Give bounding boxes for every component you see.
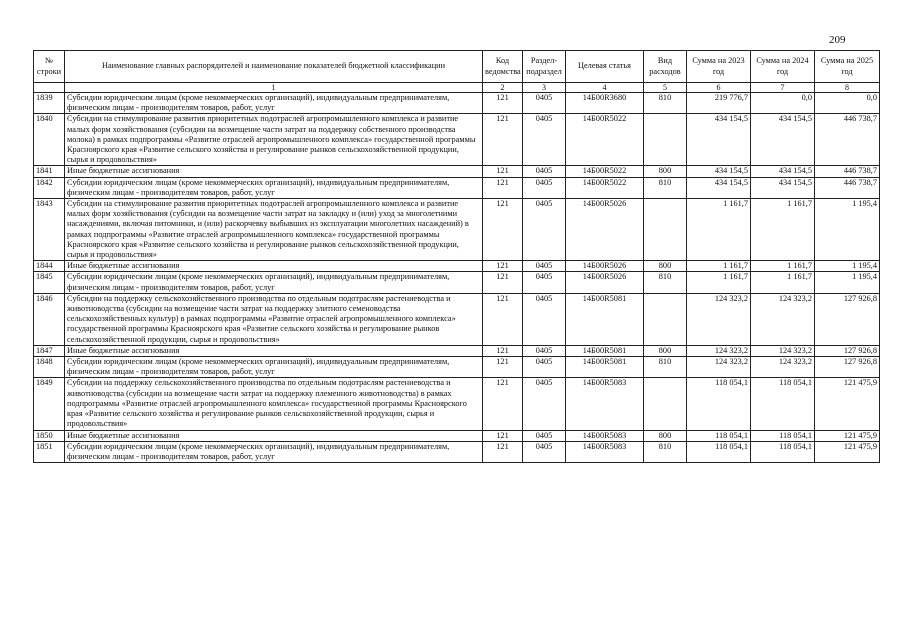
header-sum-2024: Сумма на 2024 год bbox=[751, 51, 815, 83]
section-code: 0405 bbox=[523, 93, 566, 114]
column-number: 7 bbox=[751, 83, 815, 93]
page-number: 209 bbox=[829, 34, 846, 46]
row-number: 1840 bbox=[34, 114, 65, 166]
row-name: Иные бюджетные ассигнования bbox=[65, 430, 483, 441]
table-row bbox=[34, 430, 880, 441]
column-number: 1 bbox=[65, 83, 483, 93]
sum-2023: 1 161,7 bbox=[687, 272, 751, 293]
target-article: 14Б00R5083 bbox=[566, 430, 644, 441]
sum-2024: 0,0 bbox=[751, 93, 815, 114]
column-number: 6 bbox=[687, 83, 751, 93]
row-name: Субсидии на стимулирование развития приоритетных подотраслей агропромышленного комплекса и развитие малых форм хозяйствования (субсидии на возмещение части затрат на закладку и (или) уход за многолетними насаждениями, включая питомники, и (или) раскорчевку выбывших из эксплуатации многолетних насаждений) в рамках подпрограммы «Развитие отраслей агропромышленного комплекса» государственной программы Красноярского края «Развитие сельского хозяйства и регулирование рынков сельскохозяйственной продукции, сырья и продовольствия» bbox=[65, 199, 483, 261]
sum-2024: 124 323,2 bbox=[751, 345, 815, 356]
sum-2025: 446 738,7 bbox=[815, 114, 880, 166]
sum-2024: 118 054,1 bbox=[751, 378, 815, 430]
expense-type bbox=[644, 378, 687, 430]
department-code: 121 bbox=[483, 345, 523, 356]
row-number: 1842 bbox=[34, 177, 65, 198]
section-code: 0405 bbox=[523, 272, 566, 293]
row-number: 1848 bbox=[34, 357, 65, 378]
expense-type: 800 bbox=[644, 430, 687, 441]
budget-table bbox=[33, 50, 880, 463]
sum-2024: 124 323,2 bbox=[751, 293, 815, 345]
row-name: Субсидии юридическим лицам (кроме некоммерческих организаций), индивидуальным предпринимателям, физическим лицам - производителям товаров, работ, услуг bbox=[65, 272, 483, 293]
table-row bbox=[34, 357, 880, 378]
sum-2023: 118 054,1 bbox=[687, 378, 751, 430]
sum-2025: 1 195,4 bbox=[815, 272, 880, 293]
header-sum-2023: Сумма на 2023 год bbox=[687, 51, 751, 83]
row-name: Субсидии на поддержку сельскохозяйственного производства по отдельным подотраслям растениеводства и животноводства (субсидии на возмещение части затрат на поддержку элитного семеноводства сельскохозяйственных культур) в рамках подпрограммы «Развитие отраслей агропромышленного комплекса» государственной программы Красноярского края «Развитие сельского хозяйства и регулирование рынков сельскохозяйственной продукции, сырья и продовольствия» bbox=[65, 293, 483, 345]
target-article: 14Б00R5026 bbox=[566, 199, 644, 261]
table-row bbox=[34, 441, 880, 462]
department-code: 121 bbox=[483, 378, 523, 430]
table-row bbox=[34, 293, 880, 345]
sum-2023: 124 323,2 bbox=[687, 293, 751, 345]
row-number: 1844 bbox=[34, 261, 65, 272]
table-row bbox=[34, 177, 880, 198]
sum-2025: 127 926,8 bbox=[815, 357, 880, 378]
table-row bbox=[34, 272, 880, 293]
row-number: 1845 bbox=[34, 272, 65, 293]
sum-2023: 434 154,5 bbox=[687, 114, 751, 166]
row-name: Иные бюджетные ассигнования bbox=[65, 261, 483, 272]
expense-type: 810 bbox=[644, 272, 687, 293]
expense-type: 800 bbox=[644, 261, 687, 272]
target-article: 14Б00R5081 bbox=[566, 357, 644, 378]
target-article: 14Б00R5022 bbox=[566, 114, 644, 166]
section-code: 0405 bbox=[523, 199, 566, 261]
target-article: 14Б00R5081 bbox=[566, 293, 644, 345]
expense-type bbox=[644, 293, 687, 345]
row-number: 1849 bbox=[34, 378, 65, 430]
section-code: 0405 bbox=[523, 114, 566, 166]
target-article: 14Б00R5022 bbox=[566, 166, 644, 177]
department-code: 121 bbox=[483, 357, 523, 378]
header-expense-type: Вид расходов bbox=[644, 51, 687, 83]
target-article: 14Б00R3680 bbox=[566, 93, 644, 114]
row-name: Иные бюджетные ассигнования bbox=[65, 166, 483, 177]
column-number: 5 bbox=[644, 83, 687, 93]
expense-type: 810 bbox=[644, 357, 687, 378]
sum-2025: 446 738,7 bbox=[815, 166, 880, 177]
department-code: 121 bbox=[483, 441, 523, 462]
column-number-row bbox=[34, 83, 880, 93]
row-name: Субсидии юридическим лицам (кроме некоммерческих организаций), индивидуальным предпринимателям, физическим лицам - производителям товаров, работ, услуг bbox=[65, 93, 483, 114]
section-code: 0405 bbox=[523, 166, 566, 177]
column-number: 3 bbox=[523, 83, 566, 93]
sum-2023: 118 054,1 bbox=[687, 441, 751, 462]
department-code: 121 bbox=[483, 199, 523, 261]
expense-type: 810 bbox=[644, 177, 687, 198]
sum-2023: 124 323,2 bbox=[687, 357, 751, 378]
sum-2023: 1 161,7 bbox=[687, 261, 751, 272]
sum-2023: 124 323,2 bbox=[687, 345, 751, 356]
section-code: 0405 bbox=[523, 357, 566, 378]
sum-2023: 118 054,1 bbox=[687, 430, 751, 441]
department-code: 121 bbox=[483, 166, 523, 177]
section-code: 0405 bbox=[523, 378, 566, 430]
expense-type bbox=[644, 114, 687, 166]
table-row bbox=[34, 114, 880, 166]
header-row bbox=[34, 51, 880, 83]
column-number bbox=[34, 83, 65, 93]
row-number: 1841 bbox=[34, 166, 65, 177]
sum-2023: 434 154,5 bbox=[687, 166, 751, 177]
table-row bbox=[34, 378, 880, 430]
sum-2025: 121 475,9 bbox=[815, 441, 880, 462]
sum-2024: 124 323,2 bbox=[751, 357, 815, 378]
sum-2024: 434 154,5 bbox=[751, 114, 815, 166]
sum-2024: 1 161,7 bbox=[751, 272, 815, 293]
section-code: 0405 bbox=[523, 261, 566, 272]
column-number: 4 bbox=[566, 83, 644, 93]
row-name: Субсидии юридическим лицам (кроме некоммерческих организаций), индивидуальным предпринимателям, физическим лицам - производителям товаров, работ, услуг bbox=[65, 441, 483, 462]
sum-2024: 1 161,7 bbox=[751, 261, 815, 272]
expense-type bbox=[644, 199, 687, 261]
department-code: 121 bbox=[483, 177, 523, 198]
section-code: 0405 bbox=[523, 177, 566, 198]
row-number: 1843 bbox=[34, 199, 65, 261]
department-code: 121 bbox=[483, 293, 523, 345]
table-row bbox=[34, 166, 880, 177]
sum-2024: 118 054,1 bbox=[751, 441, 815, 462]
target-article: 14Б00R5083 bbox=[566, 441, 644, 462]
sum-2025: 127 926,8 bbox=[815, 345, 880, 356]
row-name: Субсидии на стимулирование развития приоритетных подотраслей агропромышленного комплекса и развитие малых форм хозяйствования (субсидии на возмещение части затрат на поддержку собственного производства молока) в рамках подпрограммы «Развитие отраслей агропромышленного комплекса» государственной программы Красноярского края «Развитие сельского хозяйства и регулирование рынков сельскохозяйственной продукции, сырья и продовольствия» bbox=[65, 114, 483, 166]
target-article: 14Б00R5083 bbox=[566, 378, 644, 430]
sum-2024: 1 161,7 bbox=[751, 199, 815, 261]
expense-type: 800 bbox=[644, 166, 687, 177]
target-article: 14Б00R5026 bbox=[566, 272, 644, 293]
table-row bbox=[34, 199, 880, 261]
table-row bbox=[34, 261, 880, 272]
expense-type: 810 bbox=[644, 441, 687, 462]
sum-2023: 219 776,7 bbox=[687, 93, 751, 114]
section-code: 0405 bbox=[523, 345, 566, 356]
target-article: 14Б00R5022 bbox=[566, 177, 644, 198]
sum-2023: 1 161,7 bbox=[687, 199, 751, 261]
sum-2025: 127 926,8 bbox=[815, 293, 880, 345]
sum-2023: 434 154,5 bbox=[687, 177, 751, 198]
sum-2024: 434 154,5 bbox=[751, 177, 815, 198]
header-target-article: Целевая статья bbox=[566, 51, 644, 83]
sum-2025: 0,0 bbox=[815, 93, 880, 114]
table-row bbox=[34, 93, 880, 114]
department-code: 121 bbox=[483, 272, 523, 293]
row-number: 1847 bbox=[34, 345, 65, 356]
expense-type: 800 bbox=[644, 345, 687, 356]
sum-2024: 434 154,5 bbox=[751, 166, 815, 177]
sum-2025: 1 195,4 bbox=[815, 199, 880, 261]
expense-type: 810 bbox=[644, 93, 687, 114]
header-section: Раздел-подраздел bbox=[523, 51, 566, 83]
table-row bbox=[34, 345, 880, 356]
section-code: 0405 bbox=[523, 441, 566, 462]
header-row-number: № строки bbox=[34, 51, 65, 83]
target-article: 14Б00R5026 bbox=[566, 261, 644, 272]
row-number: 1839 bbox=[34, 93, 65, 114]
sum-2024: 118 054,1 bbox=[751, 430, 815, 441]
section-code: 0405 bbox=[523, 293, 566, 345]
department-code: 121 bbox=[483, 93, 523, 114]
sum-2025: 446 738,7 bbox=[815, 177, 880, 198]
row-name: Субсидии на поддержку сельскохозяйственного производства по отдельным подотраслям растениеводства и животноводства (субсидии на возмещение части затрат на поддержку племенного животноводства) в рамках подпрограммы «Развитие отраслей агропромышленного комплекса» государственной программы Красноярского края «Развитие сельского хозяйства и регулирование рынков сельскохозяйственной продукции, сырья и продовольствия» bbox=[65, 378, 483, 430]
sum-2025: 121 475,9 bbox=[815, 378, 880, 430]
department-code: 121 bbox=[483, 261, 523, 272]
header-name: Наименование главных распорядителей и наименование показателей бюджетной классификации bbox=[65, 51, 483, 83]
target-article: 14Б00R5081 bbox=[566, 345, 644, 356]
sum-2025: 121 475,9 bbox=[815, 430, 880, 441]
column-number: 2 bbox=[483, 83, 523, 93]
row-number: 1851 bbox=[34, 441, 65, 462]
sum-2025: 1 195,4 bbox=[815, 261, 880, 272]
department-code: 121 bbox=[483, 114, 523, 166]
header-sum-2025: Сумма на 2025 год bbox=[815, 51, 880, 83]
row-name: Субсидии юридическим лицам (кроме некоммерческих организаций), индивидуальным предпринимателям, физическим лицам - производителям товаров, работ, услуг bbox=[65, 357, 483, 378]
header-department-code: Код ведомства bbox=[483, 51, 523, 83]
department-code: 121 bbox=[483, 430, 523, 441]
row-name: Иные бюджетные ассигнования bbox=[65, 345, 483, 356]
row-name: Субсидии юридическим лицам (кроме некоммерческих организаций), индивидуальным предпринимателям, физическим лицам - производителям товаров, работ, услуг bbox=[65, 177, 483, 198]
section-code: 0405 bbox=[523, 430, 566, 441]
column-number: 8 bbox=[815, 83, 880, 93]
row-number: 1850 bbox=[34, 430, 65, 441]
row-number: 1846 bbox=[34, 293, 65, 345]
